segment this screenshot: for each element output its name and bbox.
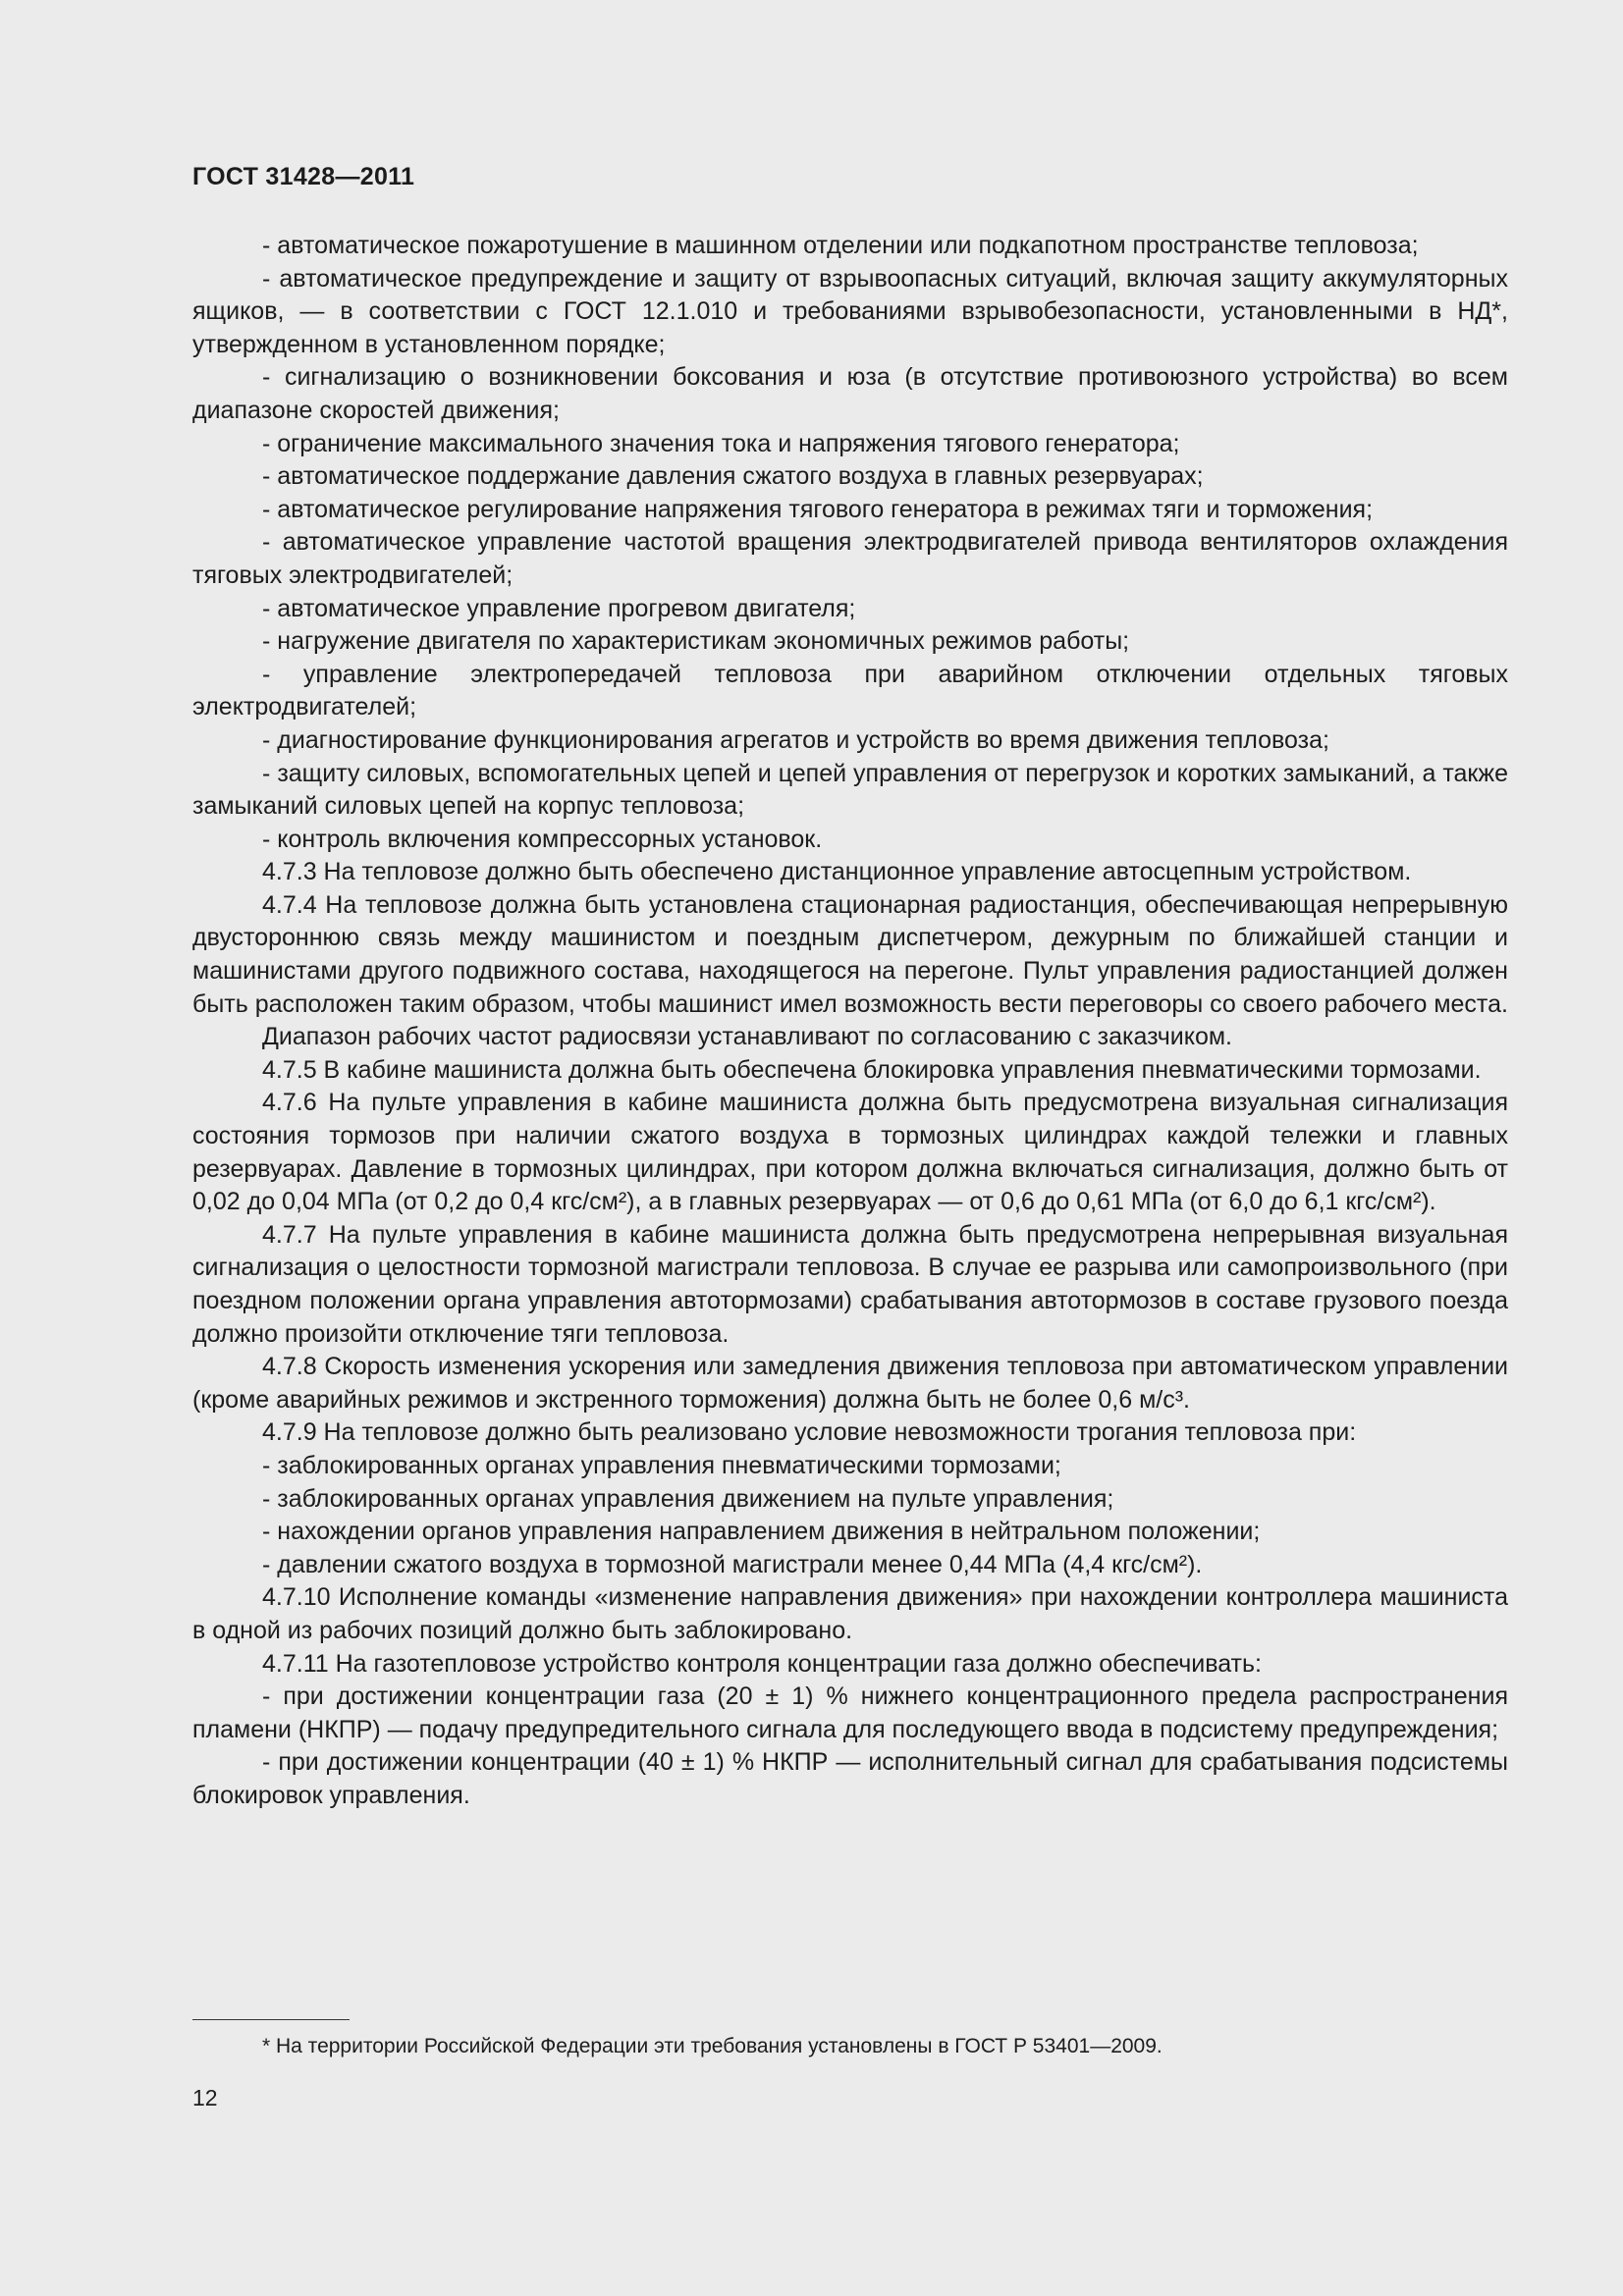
paragraph: - автоматическое регулирование напряжения тягового генератора в режимах тяги и торможения; bbox=[262, 495, 1374, 523]
paragraph: - при достижении концентрации газа (20 ± 1) % нижнего концентрационного предела распространения пламени (НКПР) — подачу предупредительного сигнала для последующего ввода в подсистему предупреждения; bbox=[192, 1682, 1508, 1743]
footnote: * На территории Российской Федерации эти требования установлены в ГОСТ Р 53401—2009. bbox=[262, 2035, 1163, 2057]
paragraph: 4.7.5 В кабине машиниста должна быть обеспечена блокировка управления пневматическими тормозами. bbox=[262, 1055, 1482, 1084]
paragraph: - нагружение двигателя по характеристикам экономичных режимов работы; bbox=[262, 627, 1130, 656]
document-header: ГОСТ 31428—2011 bbox=[192, 163, 415, 190]
page-number: 12 bbox=[192, 2085, 218, 2110]
paragraph: - ограничение максимального значения тока и напряжения тягового генератора; bbox=[262, 429, 1180, 457]
paragraph: - давлении сжатого воздуха в тормозной магистрали менее 0,44 МПа (4,4 кгс/см²). bbox=[262, 1550, 1203, 1578]
paragraph: - автоматическое поддержание давления сжатого воздуха в главных резервуарах; bbox=[262, 462, 1204, 491]
paragraph: - автоматическое пожаротушение в машинном отделении или подкапотном пространстве тепловоза; bbox=[262, 232, 1419, 259]
paragraph: 4.7.3 На тепловозе должно быть обеспечено дистанционное управление автосцепным устройством. bbox=[262, 858, 1412, 886]
footnote-divider bbox=[192, 2019, 350, 2020]
paragraph: 4.7.9 На тепловозе должно быть реализовано условие невозможности трогания тепловоза при: bbox=[262, 1418, 1357, 1447]
paragraph: - нахождении органов управления направлением движения в нейтральном положении; bbox=[262, 1518, 1261, 1546]
paragraph: Диапазон рабочих частот радиосвязи устанавливают по согласованию с заказчиком. bbox=[262, 1023, 1232, 1051]
paragraph: 4.7.10 Исполнение команды «изменение направления движения» при нахождении контроллера машиниста в одной из рабочих позиций должно быть заблокировано. bbox=[192, 1583, 1508, 1644]
paragraph: - защиту силовых, вспомогательных цепей и цепей управления от перегрузок и коротких замыканий, а также замыканий силовых цепей на корпус тепловоза; bbox=[192, 759, 1508, 821]
paragraph: 4.7.6 На пульте управления в кабине машиниста должна быть предусмотрена визуальная сигнализация состояния тормозов при наличии сжатого воздуха в тормозных цилиндрах каждой тележки и главных резервуарах. Давление в тормозных цилиндрах, при котором должна включаться сигнализация, должно быть от 0,02 до 0,04 МПа (от 0,2 до 0,4 кгс/см²), а в главных резервуарах — от 0,6 до 0,61 МПа (от 6,0 до 6,1 кгс/см²). bbox=[192, 1089, 1508, 1216]
paragraph: - автоматическое управление частотой вращения электродвигателей привода вентиляторов охлаждения тяговых электродвигателей; bbox=[192, 528, 1508, 589]
paragraph: - контроль включения компрессорных установок. bbox=[262, 825, 823, 853]
body-text bbox=[192, 230, 1508, 1813]
paragraph: - автоматическое управление прогревом двигателя; bbox=[262, 594, 856, 622]
paragraph: - диагностирование функционирования агрегатов и устройств во время движения тепловоза; bbox=[262, 725, 1329, 754]
paragraph: 4.7.4 На тепловозе должна быть установлена стационарная радиостанция, обеспечивающая непрерывную двустороннюю связь между машинистом и поездным диспетчером, дежурным по ближайшей станции и машинистами другого подвижного состава, находящегося на перегоне. Пульт управления радиостанцией должен быть расположен таким образом, чтобы машинист имел возможность вести переговоры со своего рабочего места. bbox=[192, 890, 1508, 1018]
paragraph: 4.7.8 Скорость изменения ускорения или замедления движения тепловоза при автоматическом управлении (кроме аварийных режимов и экстренного торможения) должна быть не более 0,6 м/с³. bbox=[192, 1353, 1508, 1414]
paragraph: - заблокированных органах управления пневматическими тормозами; bbox=[262, 1451, 1061, 1479]
paragraph: - автоматическое предупреждение и защиту от взрывоопасных ситуаций, включая защиту аккумуляторных ящиков, — в соответствии с ГОСТ 12.1.010 и требованиями взрывобезопасности, установленными в НД*, утвержденном в установленном порядке; bbox=[192, 264, 1508, 358]
paragraph: - сигнализацию о возникновении боксования и юза (в отсутствие противоюзного устройства) во всем диапазоне скоростей движения; bbox=[192, 363, 1508, 424]
paragraph: - заблокированных органах управления движением на пульте управления; bbox=[262, 1484, 1114, 1513]
paragraph: 4.7.7 На пульте управления в кабине машиниста должна быть предусмотрена непрерывная визуальная сигнализация о целостности тормозной магистрали тепловоза. В случае ее разрыва или самопроизвольного (при поездном положении органа управления автотормозами) срабатывания автотормозов в составе грузового поезда должно произойти отключение тяги тепловоза. bbox=[192, 1220, 1508, 1348]
paragraph: - при достижении концентрации (40 ± 1) % НКПР — исполнительный сигнал для срабатывания подсистемы блокировок управления. bbox=[192, 1748, 1508, 1809]
paragraph: 4.7.11 На газотепловозе устройство контроля концентрации газа должно обеспечивать: bbox=[262, 1649, 1262, 1678]
paragraph: - управление электропередачей тепловоза при аварийном отключении отдельных тяговых электродвигателей; bbox=[192, 660, 1508, 721]
